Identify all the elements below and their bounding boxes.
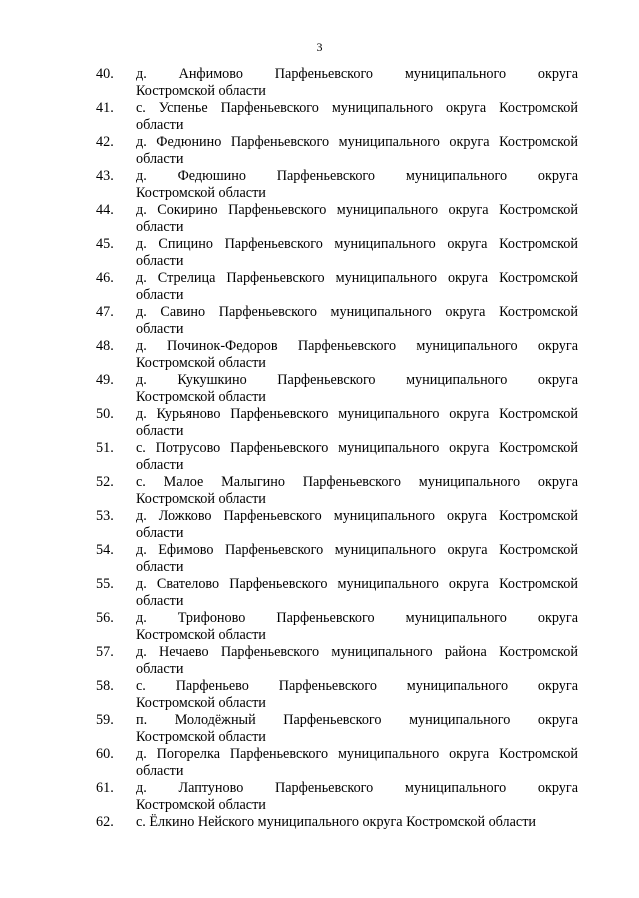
item-line-1: с. Успенье Парфеньевского муниципального округа Костромской xyxy=(136,100,578,116)
item-number: 44. xyxy=(96,202,114,218)
list-item xyxy=(0,304,639,338)
list-item xyxy=(0,542,639,576)
list-item xyxy=(0,440,639,474)
list-item xyxy=(0,202,639,236)
item-text xyxy=(136,440,578,474)
item-text xyxy=(136,304,578,338)
list-item xyxy=(0,372,639,406)
item-text xyxy=(136,66,578,100)
item-line-2: области xyxy=(136,117,184,133)
item-number: 50. xyxy=(96,406,114,422)
item-line-1: д. Савино Парфеньевского муниципального округа Костромской xyxy=(136,304,578,320)
item-number: 55. xyxy=(96,576,114,592)
item-number: 40. xyxy=(96,66,114,82)
item-line-2: области xyxy=(136,423,184,439)
item-number: 57. xyxy=(96,644,114,660)
item-text xyxy=(136,508,578,542)
item-line-2: Костромской области xyxy=(136,797,266,813)
item-line-2: Костромской области xyxy=(136,185,266,201)
item-line-2: области xyxy=(136,253,184,269)
list-item xyxy=(0,644,639,678)
item-line-2: области xyxy=(136,457,184,473)
item-line-2: области xyxy=(136,321,184,337)
item-line-2: Костромской области xyxy=(136,83,266,99)
item-line-1: д. Ложково Парфеньевского муниципального округа Костромской xyxy=(136,508,578,524)
item-line-1: д. Кукушкино Парфеньевского муниципального округа xyxy=(136,372,578,388)
item-line-1: д. Курьяново Парфеньевского муниципального округа Костромской xyxy=(136,406,578,422)
list-item xyxy=(0,66,639,100)
item-text xyxy=(136,372,578,406)
item-number: 60. xyxy=(96,746,114,762)
item-number: 62. xyxy=(96,814,114,830)
list-item xyxy=(0,610,639,644)
list-item xyxy=(0,236,639,270)
item-line-1: с. Ёлкино Нейского муниципального округа Костромской области xyxy=(136,814,537,830)
item-line-2: области xyxy=(136,287,184,303)
item-line-1: д. Анфимово Парфеньевского муниципального округа xyxy=(136,66,578,82)
item-number: 48. xyxy=(96,338,114,354)
item-line-1: д. Трифоново Парфеньевского муниципального округа xyxy=(136,610,578,626)
list-item xyxy=(0,406,639,440)
list-item xyxy=(0,712,639,746)
list-item xyxy=(0,338,639,372)
list-item xyxy=(0,678,639,712)
item-text xyxy=(136,134,578,168)
item-line-1: д. Свателово Парфеньевского муниципального округа Костромской xyxy=(136,576,578,592)
item-text xyxy=(136,202,578,236)
item-text xyxy=(136,576,578,610)
item-number: 56. xyxy=(96,610,114,626)
page-number: 3 xyxy=(316,40,323,54)
item-line-2: Костромской области xyxy=(136,627,266,643)
item-line-1: д. Лаптуново Парфеньевского муниципального округа xyxy=(136,780,578,796)
item-line-1: д. Сокирино Парфеньевского муниципального округа Костромской xyxy=(136,202,578,218)
list-item xyxy=(0,100,639,134)
item-line-2: Костромской области xyxy=(136,729,266,745)
item-line-2: области xyxy=(136,525,184,541)
item-text xyxy=(136,746,578,780)
list-item xyxy=(0,508,639,542)
item-number: 42. xyxy=(96,134,114,150)
item-line-2: Костромской области xyxy=(136,491,266,507)
list-item xyxy=(0,474,639,508)
item-text xyxy=(136,168,578,202)
item-number: 61. xyxy=(96,780,114,796)
item-number: 53. xyxy=(96,508,114,524)
item-line-2: области xyxy=(136,219,184,235)
item-line-1: д. Спицино Парфеньевского муниципального округа Костромской xyxy=(136,236,578,252)
item-line-2: области xyxy=(136,559,184,575)
item-text xyxy=(136,780,578,814)
item-text xyxy=(136,236,578,270)
item-line-1: д. Нечаево Парфеньевского муниципального района Костромской xyxy=(136,644,578,660)
item-number: 47. xyxy=(96,304,114,320)
item-text xyxy=(136,474,578,508)
list-item xyxy=(0,134,639,168)
item-line-1: п. Молодёжный Парфеньевского муниципального округа xyxy=(136,712,578,728)
item-line-2: Костромской области xyxy=(136,355,266,371)
item-number: 41. xyxy=(96,100,114,116)
item-text xyxy=(136,678,578,712)
item-number: 46. xyxy=(96,270,114,286)
item-line-1: с. Потрусово Парфеньевского муниципального округа Костромской xyxy=(136,440,578,456)
item-number: 45. xyxy=(96,236,114,252)
list-item xyxy=(0,814,639,848)
item-text xyxy=(136,100,578,134)
item-line-1: д. Федюшино Парфеньевского муниципального округа xyxy=(136,168,578,184)
item-line-1: д. Федюнино Парфеньевского муниципального округа Костромской xyxy=(136,134,578,150)
list-item xyxy=(0,746,639,780)
item-number: 52. xyxy=(96,474,114,490)
list-item xyxy=(0,780,639,814)
item-number: 49. xyxy=(96,372,114,388)
item-text xyxy=(136,644,578,678)
item-number: 54. xyxy=(96,542,114,558)
item-text xyxy=(136,542,578,576)
item-number: 43. xyxy=(96,168,114,184)
item-line-2: области xyxy=(136,763,184,779)
list-item xyxy=(0,168,639,202)
item-line-1: д. Ефимово Парфеньевского муниципального округа Костромской xyxy=(136,542,578,558)
item-text xyxy=(136,270,578,304)
item-line-2: области xyxy=(136,151,184,167)
list-item xyxy=(0,576,639,610)
item-text xyxy=(136,406,578,440)
item-number: 51. xyxy=(96,440,114,456)
settlement-list xyxy=(0,66,639,848)
item-line-2: Костромской области xyxy=(136,389,266,405)
item-line-1: д. Стрелица Парфеньевского муниципального округа Костромской xyxy=(136,270,578,286)
item-line-1: д. Починок-Федоров Парфеньевского муниципального округа xyxy=(136,338,578,354)
item-text xyxy=(136,610,578,644)
item-line-1: с. Малое Малыгино Парфеньевского муниципального округа xyxy=(136,474,578,490)
item-line-2: области xyxy=(136,593,184,609)
item-number: 59. xyxy=(96,712,114,728)
item-number: 58. xyxy=(96,678,114,694)
item-line-1: с. Парфеньево Парфеньевского муниципального округа xyxy=(136,678,578,694)
item-line-2: области xyxy=(136,661,184,677)
item-line-1: д. Погорелка Парфеньевского муниципального округа Костромской xyxy=(136,746,578,762)
item-text xyxy=(136,814,578,831)
item-text xyxy=(136,338,578,372)
item-line-2: Костромской области xyxy=(136,695,266,711)
list-item xyxy=(0,270,639,304)
item-text xyxy=(136,712,578,746)
